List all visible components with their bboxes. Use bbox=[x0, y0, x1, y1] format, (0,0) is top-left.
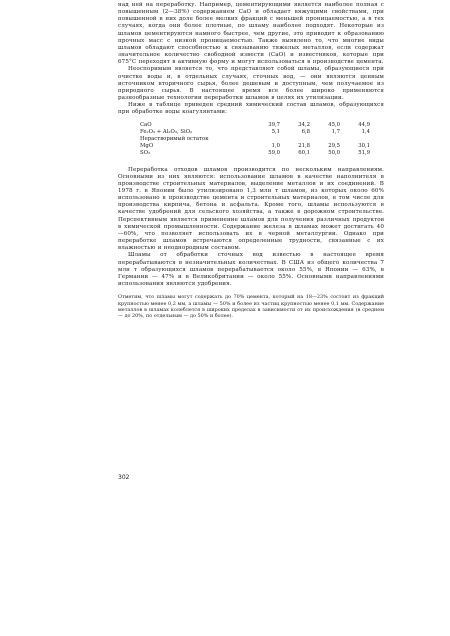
table-cell: 50,0 bbox=[328, 149, 340, 156]
composition-table bbox=[140, 122, 370, 157]
table-cell bbox=[250, 136, 280, 143]
table-cell: 6,8 bbox=[301, 128, 310, 135]
table-row bbox=[140, 143, 370, 150]
paragraph-4: Переработка отходов шламов производится по нескольким направлениям. Основными из них являются: использование шламов в качестве наполнителя в производстве строительных материалов, выделение металлов и их соединений. В 1978 г. в Японии было утилизировано 1,3 млн т шламов, из которых около 60% использовано в производстве цемента и строительных материалов, в том числе для производства кирпича, бетона и асфальта. Кроме того, шламы используются в качестве удобрений для сельского хозяйства, а также в дорожном строительстве. Перспективным является применение шламов для получения различных продуктов в химической промышленности. Содержание железа в шламах может достигать 40—60%, что позволяет использовать их в черной металлургии. Однако при переработке шламов встречаются определенные трудности, связанные с их влажностью и неоднородным составом. bbox=[118, 166, 384, 252]
table-cell: 45,0 bbox=[328, 121, 340, 128]
footnote: Отметим, что шламы могут содержать до 70% цемента, который на 18—23% состоит из фракций крупностью менее 0,2 мм, а шламы — 50% и более из частиц крупностью менее 0,1 мм. Содержание металлов в шламах колеблется в широких пределах в зависимости от их происхождения (в среднем — до 20%, по отдельным — до 50% и более). bbox=[118, 294, 384, 320]
table-cell: 21,8 bbox=[298, 142, 310, 149]
table-cell: 1,4 bbox=[361, 128, 370, 135]
paragraph-2: Неоспоримым является то, что представляют собой шламы, образующиеся при очистке воды и, в отдельных случаях, сточных вод, — они являются ценным источником вторичного сырья, более дешевым и доступным, чем получаемое из природного сырья. В настоящее время все более широко применяются разнообразные технологии переработки шламов в целях их утилизации. bbox=[118, 66, 384, 102]
table-row bbox=[140, 150, 370, 157]
table-cell: 1,0 bbox=[271, 142, 280, 149]
table-cell: 1,7 bbox=[331, 128, 340, 135]
table-cell: 39,7 bbox=[268, 121, 280, 128]
paragraph-5: Шламы от обработки сточных вод известью в настоящее время перерабатываются в незначительных количествах. В США из общего количества 7 млн т образующихся шламов перерабатывается около 55%, в Японии — 63%, в Германии — 47% и в Великобритании — около 55%. Основными направлениями использования являются удобрения. bbox=[118, 252, 384, 287]
table-cell: 30,1 bbox=[358, 142, 370, 149]
table-cell: 59,0 bbox=[268, 149, 280, 156]
table-row bbox=[140, 122, 370, 129]
table-cell bbox=[280, 136, 310, 143]
table-row bbox=[140, 136, 370, 143]
table-row-label: Fe₂O₃ + Al₂O₃, SiO₂ bbox=[140, 128, 193, 135]
table-cell: 5,1 bbox=[271, 128, 280, 135]
table-cell: 29,5 bbox=[328, 142, 340, 149]
page-number: 302 bbox=[118, 474, 130, 481]
paragraph-1: над ней на переработку. Например, цементирующими является наиболее полная с повышенным (2—38%) содержанием CaO и обладает вяжущими свойствами, при повышенной в них доле более мелких фракций с меньшей проницаемостью, а в тех случаях, когда они более плотные, по шламу наиболее подходят. Некоторые из шламов цементируются намного быстрее, чем другие, это приводит к образованию прочных масс с низкой проницаемостью. Также выявлено то, что многие виды шламов обладают способностью к связыванию тяжелых металлов, если содержат значительное количество свободной извести (CaO) и известняков, которые при 675°С переходят в активную форму и могут использоваться в производстве цемента. bbox=[118, 2, 384, 66]
table-cell bbox=[310, 136, 340, 143]
table-cell: 34,2 bbox=[298, 121, 310, 128]
table-row-label: MgO bbox=[140, 142, 154, 149]
paragraph-3: Ниже в таблице приведен средний химический состав шламов, образующихся при обработке воды коагулянтами: bbox=[118, 102, 384, 116]
table-cell bbox=[340, 136, 370, 143]
composition-table-wrap bbox=[118, 122, 384, 157]
table-row-label: SO₃ bbox=[140, 149, 151, 156]
table-row bbox=[140, 129, 370, 136]
table-cell: 44,9 bbox=[358, 121, 370, 128]
table-cell: 60,1 bbox=[298, 149, 310, 156]
table-row-label: CaO bbox=[140, 121, 152, 128]
table-row-label: Нерастворимый остаток bbox=[140, 135, 209, 142]
table-cell: 51,9 bbox=[358, 149, 370, 156]
